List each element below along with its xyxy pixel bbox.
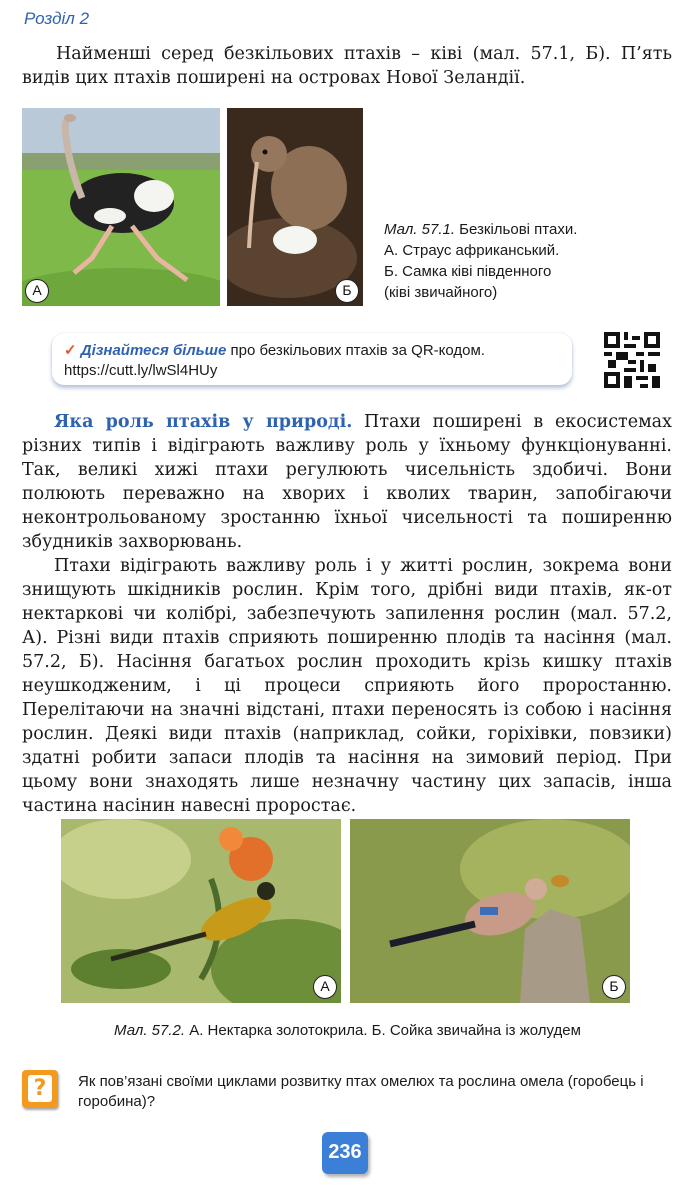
figure-2-badge-a: А: [313, 975, 337, 999]
check-icon: ✓: [64, 342, 77, 359]
question-icon: [22, 1070, 58, 1108]
section-heading: Яка роль птахів у природі.: [54, 412, 353, 432]
paragraph-1-text: Птахи поширені в екосистемах різних типів і відіграють важливу роль у їхньому функціонуванні. Так, великі хижі птахи регулюють чисельність здобичі. Вони полюють переважно на хворих і кволих тварин, запобігаючи неконтрольованому зростанню їхньої чисельності та поширенню збудників захворювань.: [22, 412, 672, 552]
learn-more-box: [52, 333, 572, 385]
figure-2-badge-b: Б: [602, 975, 626, 999]
ostrich-photo: [22, 108, 220, 306]
figure-1-badge-b: Б: [335, 279, 359, 303]
jay-photo: [350, 819, 630, 1003]
figure-2-caption-text: А. Нектарка золотокрила. Б. Сойка звичайна із жолудем: [189, 1022, 581, 1039]
kiwi-photo: [227, 108, 363, 306]
learn-more-text: про безкільових птахів за QR-кодом.: [226, 342, 485, 359]
figure-1-caption-title: Безкільові птахи.: [459, 221, 578, 238]
learn-more-url[interactable]: https://cutt.ly/lwSl4HUy: [64, 362, 218, 379]
paragraph-2: Птахи відіграють важливу роль і у житті рослин, зокрема вони знищують шкідників рослин. Крім того, дрібні види птахів, як-от нектаркові чи колібрі, забезпечують запилення рослин (мал. 57.2, А). Різні види птахів сприяють поширенню плодів та насіння (мал. 57.2, Б). Насіння багатьох рослин проходить крізь кишку птахів неушкодженим, і ці процеси сприяють його проростанню. Перелітаючи на значні відстані, птахи переносять із собою і насіння рослин. Деякі види птахів (наприклад, сойки, горіхівки, повзики) здатні робити запаси плодів та насіння на зимовий період. При цьому вони знаходять лише незначну частину цих запасів, інша частина насінин навесні проростає.: [22, 556, 672, 816]
figure-2-caption: [0, 1022, 695, 1039]
learn-more-highlight: Дізнайтеся більше: [80, 342, 227, 359]
figure-1-caption: [384, 219, 644, 303]
question-mark: ?: [28, 1075, 52, 1102]
figure-1-caption-b2: (ківі звичайного): [384, 284, 498, 301]
page-number: 236: [322, 1132, 368, 1174]
figure-1-caption-a: А. Страус африканський.: [384, 242, 560, 259]
section-label: Розділ 2: [24, 9, 90, 28]
question-text: Як пов’язані своїми циклами розвитку птах омелюх та рослина омела (горобець і горобина)?: [78, 1073, 644, 1110]
figure-1-caption-b1: Б. Самка ківі південного: [384, 263, 552, 280]
intro-paragraph: Найменші серед безкільових птахів – ківі (мал. 57.1, Б). П’ять видів цих птахів поширені на островах Нової Зеландії.: [22, 44, 672, 88]
qr-code-icon[interactable]: [604, 331, 660, 389]
paragraph-1: [22, 410, 672, 554]
figure-1-caption-lead: Мал. 57.1.: [384, 221, 455, 238]
figure-1-badge-a: А: [25, 279, 49, 303]
sunbird-photo: [61, 819, 341, 1003]
main-text: [22, 410, 672, 818]
figure-2-caption-lead: Мал. 57.2.: [114, 1022, 186, 1039]
